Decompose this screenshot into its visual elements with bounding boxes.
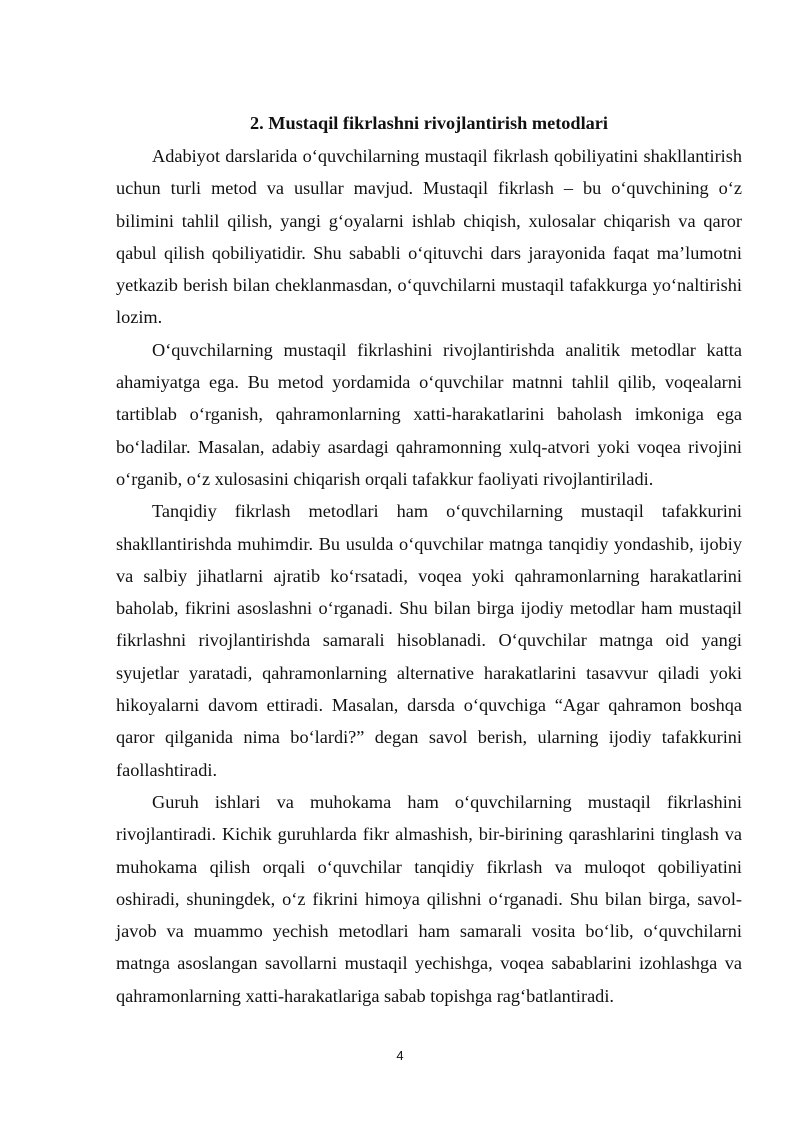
paragraph: O‘quvchilarning mustaqil fikrlashini rivojlantirishda analitik metodlar katta ahamiyatga ega. Bu metod yordamida o‘quvchilar matnni tahlil qilib, voqealarni tartiblab o‘rganish, qahramonlarning xatti-harakatlarini baholash imkoniga ega bo‘ladilar. Masalan, adabiy asardagi qahramonning xulq-atvori yoki voqea rivojini o‘rganib, o‘z xulosasini chiqarish orqali tafakkur faoliyati rivojlantiriladi.: [116, 339, 742, 489]
section-heading: 2. Mustaqil fikrlashni rivojlantirish metodlari: [249, 113, 609, 133]
body-text: [116, 140, 742, 1012]
page-number: 4: [396, 1048, 404, 1063]
paragraph: Adabiyot darslarida o‘quvchilarning mustaqil fikrlash qobiliyatini shakllantirish uchun turli metod va usullar mavjud. Mustaqil fikrlash – bu o‘quvchining o‘z bilimini tahlil qilish, yangi g‘oyalarni ishlab chiqish, xulosalar chiqarish va qaror qabul qilish qobiliyatidir. Shu sababli o‘qituvchi dars jarayonida faqat ma’lumotni yetkazib berish bilan cheklanmasdan, o‘quvchilarni mustaqil tafakkurga yo‘naltirishi lozim.: [116, 146, 742, 328]
paragraph: Guruh ishlari va muhokama ham o‘quvchilarning mustaqil fikrlashini rivojlantiradi. Kichik guruhlarda fikr almashish, bir-birining qarashlarini tinglash va muhokama qilish orqali o‘quvchilar tanqidiy fikrlash va muloqot qobiliyatini oshiradi, shuningdek, o‘z fikrini himoya qilishni o‘rganadi. Shu bilan birga, savol-javob va muammo yechish metodlari ham samarali vosita bo‘lib, o‘quvchilarni matnga asoslangan savollarni mustaqil yechishga, voqea sabablarini izohlashga va qahramonlarning xatti-harakatlariga sabab topishga rag‘batlantiradi.: [116, 791, 742, 1006]
paragraph: Tanqidiy fikrlash metodlari ham o‘quvchilarning mustaqil tafakkurini shakllantirishda muhimdir. Bu usulda o‘quvchilar matnga tanqidiy yondashib, ijobiy va salbiy jihatlarni ajratib ko‘rsatadi, voqea yoki qahramonlarning harakatlarini baholab, fikrini asoslashni o‘rganadi. Shu bilan birga ijodiy metodlar ham mustaqil fikrlashni rivojlantirishda samarali hisoblanadi. O‘quvchilar matnga oid yangi syujetlar yaratadi, qahramonlarning alternative harakatlarini tasavvur qiladi yoki hikoyalarni davom ettiradi. Masalan, darsda o‘quvchiga “Agar qahramon boshqa qaror qilganida nima bo‘lardi?” degan savol berish, ularning ijodiy tafakkurini faollashtiradi.: [116, 501, 742, 780]
